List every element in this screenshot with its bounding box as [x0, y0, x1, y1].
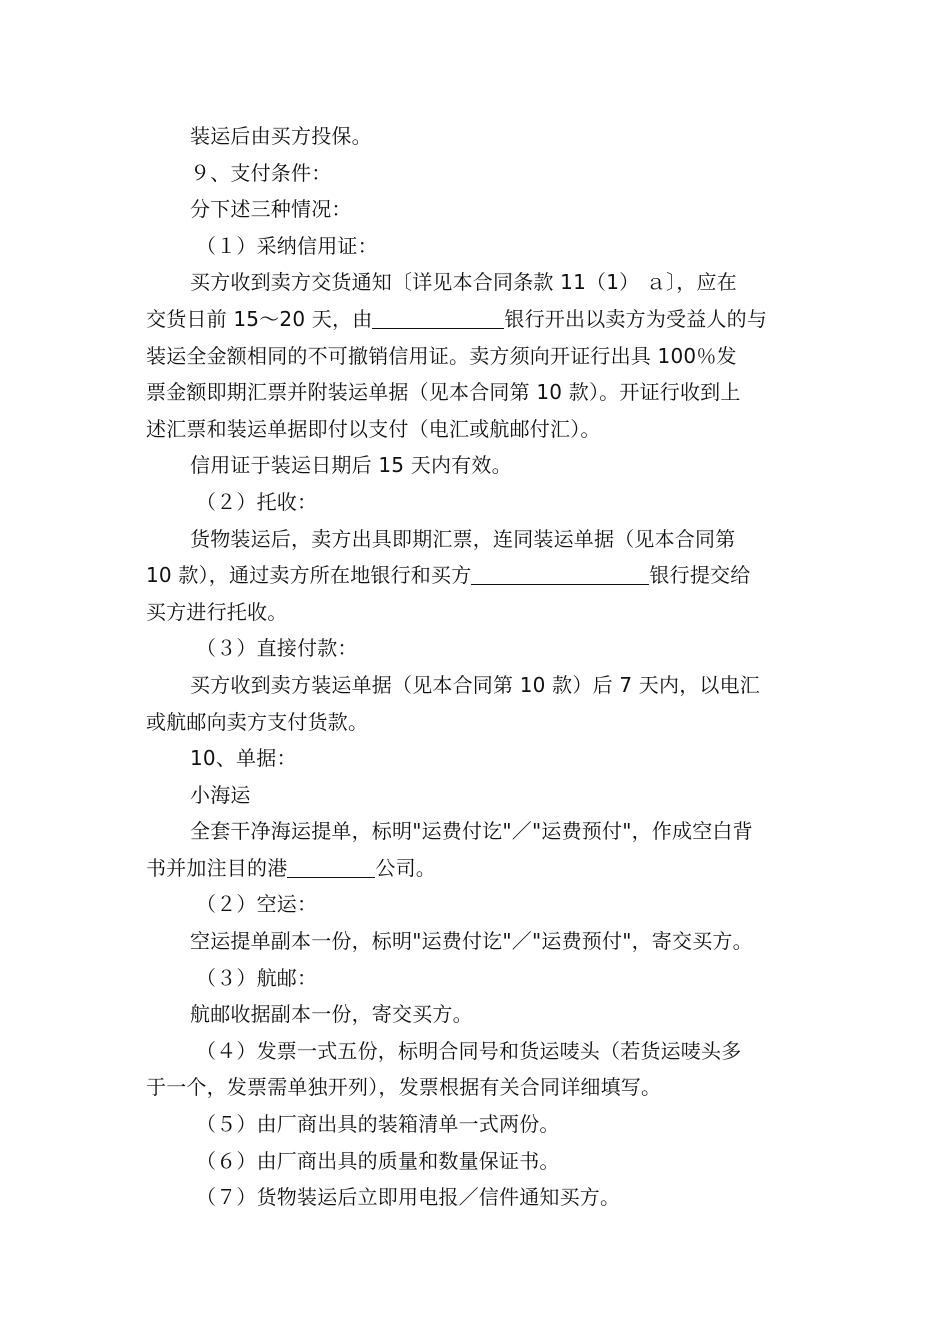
text-line: 述汇票和装运单据即付以支付（电汇或航邮付汇）。 [146, 416, 601, 441]
text-segment: 书并加注目的港 [146, 855, 288, 880]
text-line-with-blank [146, 557, 808, 594]
subheading-sea-freight: 小海运 [190, 782, 251, 807]
text-segment: 10 款），通过卖方所在地银行和买方 [146, 563, 472, 588]
text-line: 于一个，发票需单独开列），发票根据有关合同详细填写。 [146, 1075, 662, 1100]
text-line: 装运全金额相同的不可撤销信用证。卖方须向开证行出具 100％发 [146, 343, 737, 368]
text-line: 买方收到卖方装运单据（见本合同第 10 款）后 7 天内，以电汇 [190, 672, 761, 697]
text-line-with-blank [146, 301, 808, 338]
text-line-with-blank [146, 850, 808, 887]
text-segment: 公司。 [375, 855, 437, 880]
text-line: （７）货物装运后立即用电报／信件通知买方。 [196, 1185, 621, 1210]
text-line: 或航邮向卖方支付货款。 [146, 709, 369, 734]
text-line: 装运后由买方投保。 [190, 124, 372, 148]
text-line: 买方收到卖方交货通知〔详见本合同条款 11（1） ａ〕，应在 [190, 270, 737, 295]
text-line: 票金额即期汇票并附装运单据（见本合同第 10 款）。开证行收到上 [146, 380, 741, 405]
section-heading-documents: 10、单据： [190, 746, 297, 771]
subheading-air-mail: （３）航邮： [196, 965, 318, 990]
text-segment: 银行开出以卖方为受益人的与 [504, 306, 768, 331]
text-line: 分下述三种情况： [190, 197, 352, 222]
text-segment: 银行提交给 [649, 563, 751, 588]
contract-text [146, 118, 808, 1216]
text-line: （６）由厂商出具的质量和数量保证书。 [196, 1148, 560, 1173]
fill-in-blank-port [287, 857, 375, 878]
section-heading-payment: ９、支付条件： [190, 160, 332, 185]
text-line: 空运提单副本一份，标明"运费付讫"／"运费预付"，寄交买方。 [190, 929, 753, 954]
fill-in-blank-buyer-bank [471, 564, 649, 585]
text-line: （４）发票一式五份，标明合同号和货运唛头（若货运唛头多 [196, 1038, 742, 1063]
text-line: 全套干净海运提单，标明"运费付讫"／"运费预付"，作成空白背 [190, 819, 753, 844]
text-line: （５）由厂商出具的装箱清单一式两份。 [196, 1112, 560, 1137]
subheading-direct-payment: （３）直接付款： [196, 636, 358, 661]
text-segment: 交货日前 15～20 天，由 [146, 306, 373, 331]
subheading-letter-of-credit: （１）采纳信用证： [196, 233, 378, 258]
fill-in-blank-bank [372, 308, 504, 329]
text-line: 信用证于装运日期后 15 天内有效。 [190, 453, 512, 478]
text-line: 货物装运后，卖方出具即期汇票，连同装运单据（见本合同第 [190, 526, 736, 551]
text-line: 买方进行托收。 [146, 599, 288, 624]
text-line: 航邮收据副本一份，寄交买方。 [190, 1002, 473, 1027]
subheading-air-freight: （２）空运： [196, 892, 318, 917]
subheading-collection: （２）托收： [196, 489, 318, 514]
